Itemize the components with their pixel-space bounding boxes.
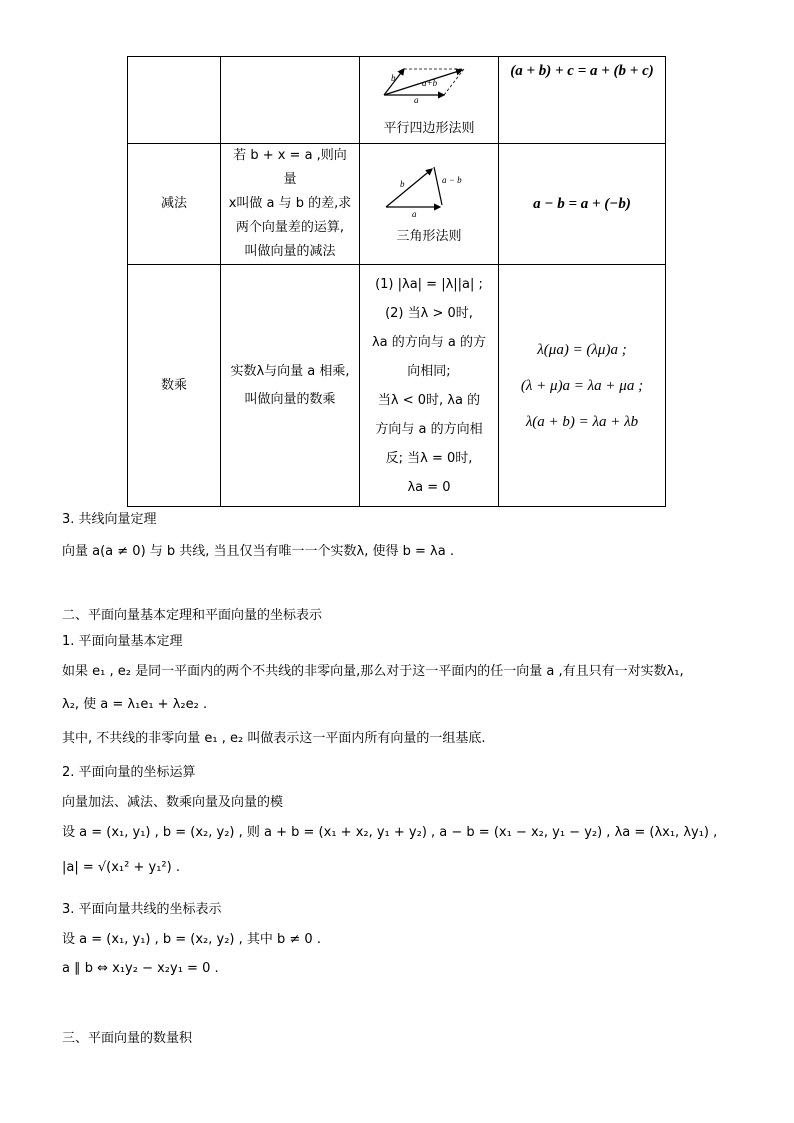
subsection-title-basic-theorem: 1. 平面向量基本定理 xyxy=(62,634,183,649)
basic-theorem-line-2: λ₂, 使 a = λ₁e₁ + λ₂e₂ . xyxy=(62,697,208,712)
coord-collinear-line-2: a ∥ b ⇔ x₁y₂ − x₂y₁ = 0 . xyxy=(62,961,219,976)
cell-definition-empty xyxy=(221,57,360,144)
geo-line: 向相同; xyxy=(407,363,451,379)
collinear-theorem-text: 向量 a(a ≠ 0) 与 b 共线, 当且仅当有唯一一个实数λ, 使得 b = λa . xyxy=(62,544,454,559)
coord-ops-line-1: 设 a = (x₁, y₁) , b = (x₂, y₂) , 则 a + b = (x₁ + x₂, y₁ + y₂) , a − b = (x₁ − x₂, y₁ − y₂) , λa = (λx₁, λy₁) , xyxy=(62,825,718,840)
subsection-title-coord-ops: 2. 平面向量的坐标运算 xyxy=(62,765,196,780)
cell-definition-mul xyxy=(221,265,360,507)
geo-line: (2) 当λ > 0时, xyxy=(385,305,473,321)
law-line: (λ + μ)a = λa + μa ; xyxy=(520,377,644,394)
cell-law-sub xyxy=(499,144,666,265)
label-a-minus-b: a − b xyxy=(442,175,462,185)
cell-op-name-sub: 减法 xyxy=(128,144,221,265)
parallelogram-diagram xyxy=(374,59,484,105)
caption-triangle: 三角形法则 xyxy=(396,229,462,244)
table-row-scalar-mult xyxy=(128,265,666,507)
def-line: 叫做向量的数乘 xyxy=(244,391,336,407)
cell-definition-sub xyxy=(221,144,360,265)
vector-operations-table xyxy=(127,56,666,507)
basic-theorem-line-3: 其中, 不共线的非零向量 e₁ , e₂ 叫做表示这一平面内所有向量的一组基底. xyxy=(62,731,486,746)
law-line: λ(μa) = (λμ)a ; xyxy=(537,341,627,358)
subsection-title-coord-collinear: 3. 平面向量共线的坐标表示 xyxy=(62,902,222,917)
label-a: a xyxy=(412,209,417,219)
section-heading-2: 二、平面向量基本定理和平面向量的坐标表示 xyxy=(62,608,323,623)
def-line: x叫做 a 与 b 的差,求 xyxy=(228,196,352,211)
def-line: 叫做向量的减法 xyxy=(244,244,336,259)
cell-geometry-sub xyxy=(360,144,499,265)
geo-line: λa = 0 xyxy=(407,479,451,495)
cell-geometry-mul xyxy=(360,265,499,507)
coord-ops-subtitle: 向量加法、减法、数乘向量及向量的模 xyxy=(62,795,284,810)
law-associative: (a + b) + c = a + (b + c) xyxy=(510,63,654,79)
label-b: b xyxy=(391,73,396,83)
def-line: 若 b + x = a ,则向量 xyxy=(233,148,347,187)
cell-op-name-empty xyxy=(128,57,221,144)
table-row-subtraction xyxy=(128,144,666,265)
cell-law-add xyxy=(499,57,666,144)
cell-law-mul xyxy=(499,265,666,507)
label-b: b xyxy=(400,179,405,189)
geo-line: 方向与 a 的方向相 xyxy=(375,421,483,437)
geo-line: 反; 当λ = 0时, xyxy=(385,450,473,466)
coord-ops-line-2: |a| = √(x₁² + y₁²) . xyxy=(62,860,180,875)
law-line: λ(a + b) = λa + λb xyxy=(525,413,639,430)
vector-a-minus-b-arrow xyxy=(434,167,442,205)
basic-theorem-line-1: 如果 e₁ , e₂ 是同一平面内的两个不共线的非零向量,那么对于这一平面内的任一向量 a ,有且只有一对实数λ₁, xyxy=(62,664,684,679)
def-line: 实数λ与向量 a 相乘, xyxy=(230,363,350,379)
caption-parallelogram: 平行四边形法则 xyxy=(383,121,475,136)
label-a-plus-b: a+b xyxy=(422,78,438,88)
law-subtraction: a − b = a + (−b) xyxy=(533,195,631,212)
def-line: 两个向量差的运算, xyxy=(235,220,345,235)
label-a: a xyxy=(414,95,419,105)
vector-b-arrow xyxy=(386,169,432,207)
table-row-addition xyxy=(128,57,666,144)
section-title-collinear-theorem: 3. 共线向量定理 xyxy=(62,512,157,527)
geo-line: (1) |λa| = |λ||a| ; xyxy=(375,276,483,292)
geo-line: λa 的方向与 a 的方 xyxy=(371,334,487,350)
section-heading-3: 三、平面向量的数量积 xyxy=(62,1031,193,1046)
triangle-diagram xyxy=(374,159,484,219)
coord-collinear-line-1: 设 a = (x₁, y₁) , b = (x₂, y₂) , 其中 b ≠ 0 . xyxy=(62,932,321,947)
cell-op-name-mul: 数乘 xyxy=(128,265,221,507)
geo-line: 当λ < 0时, λa 的 xyxy=(377,392,481,408)
cell-geometry-add xyxy=(360,57,499,144)
